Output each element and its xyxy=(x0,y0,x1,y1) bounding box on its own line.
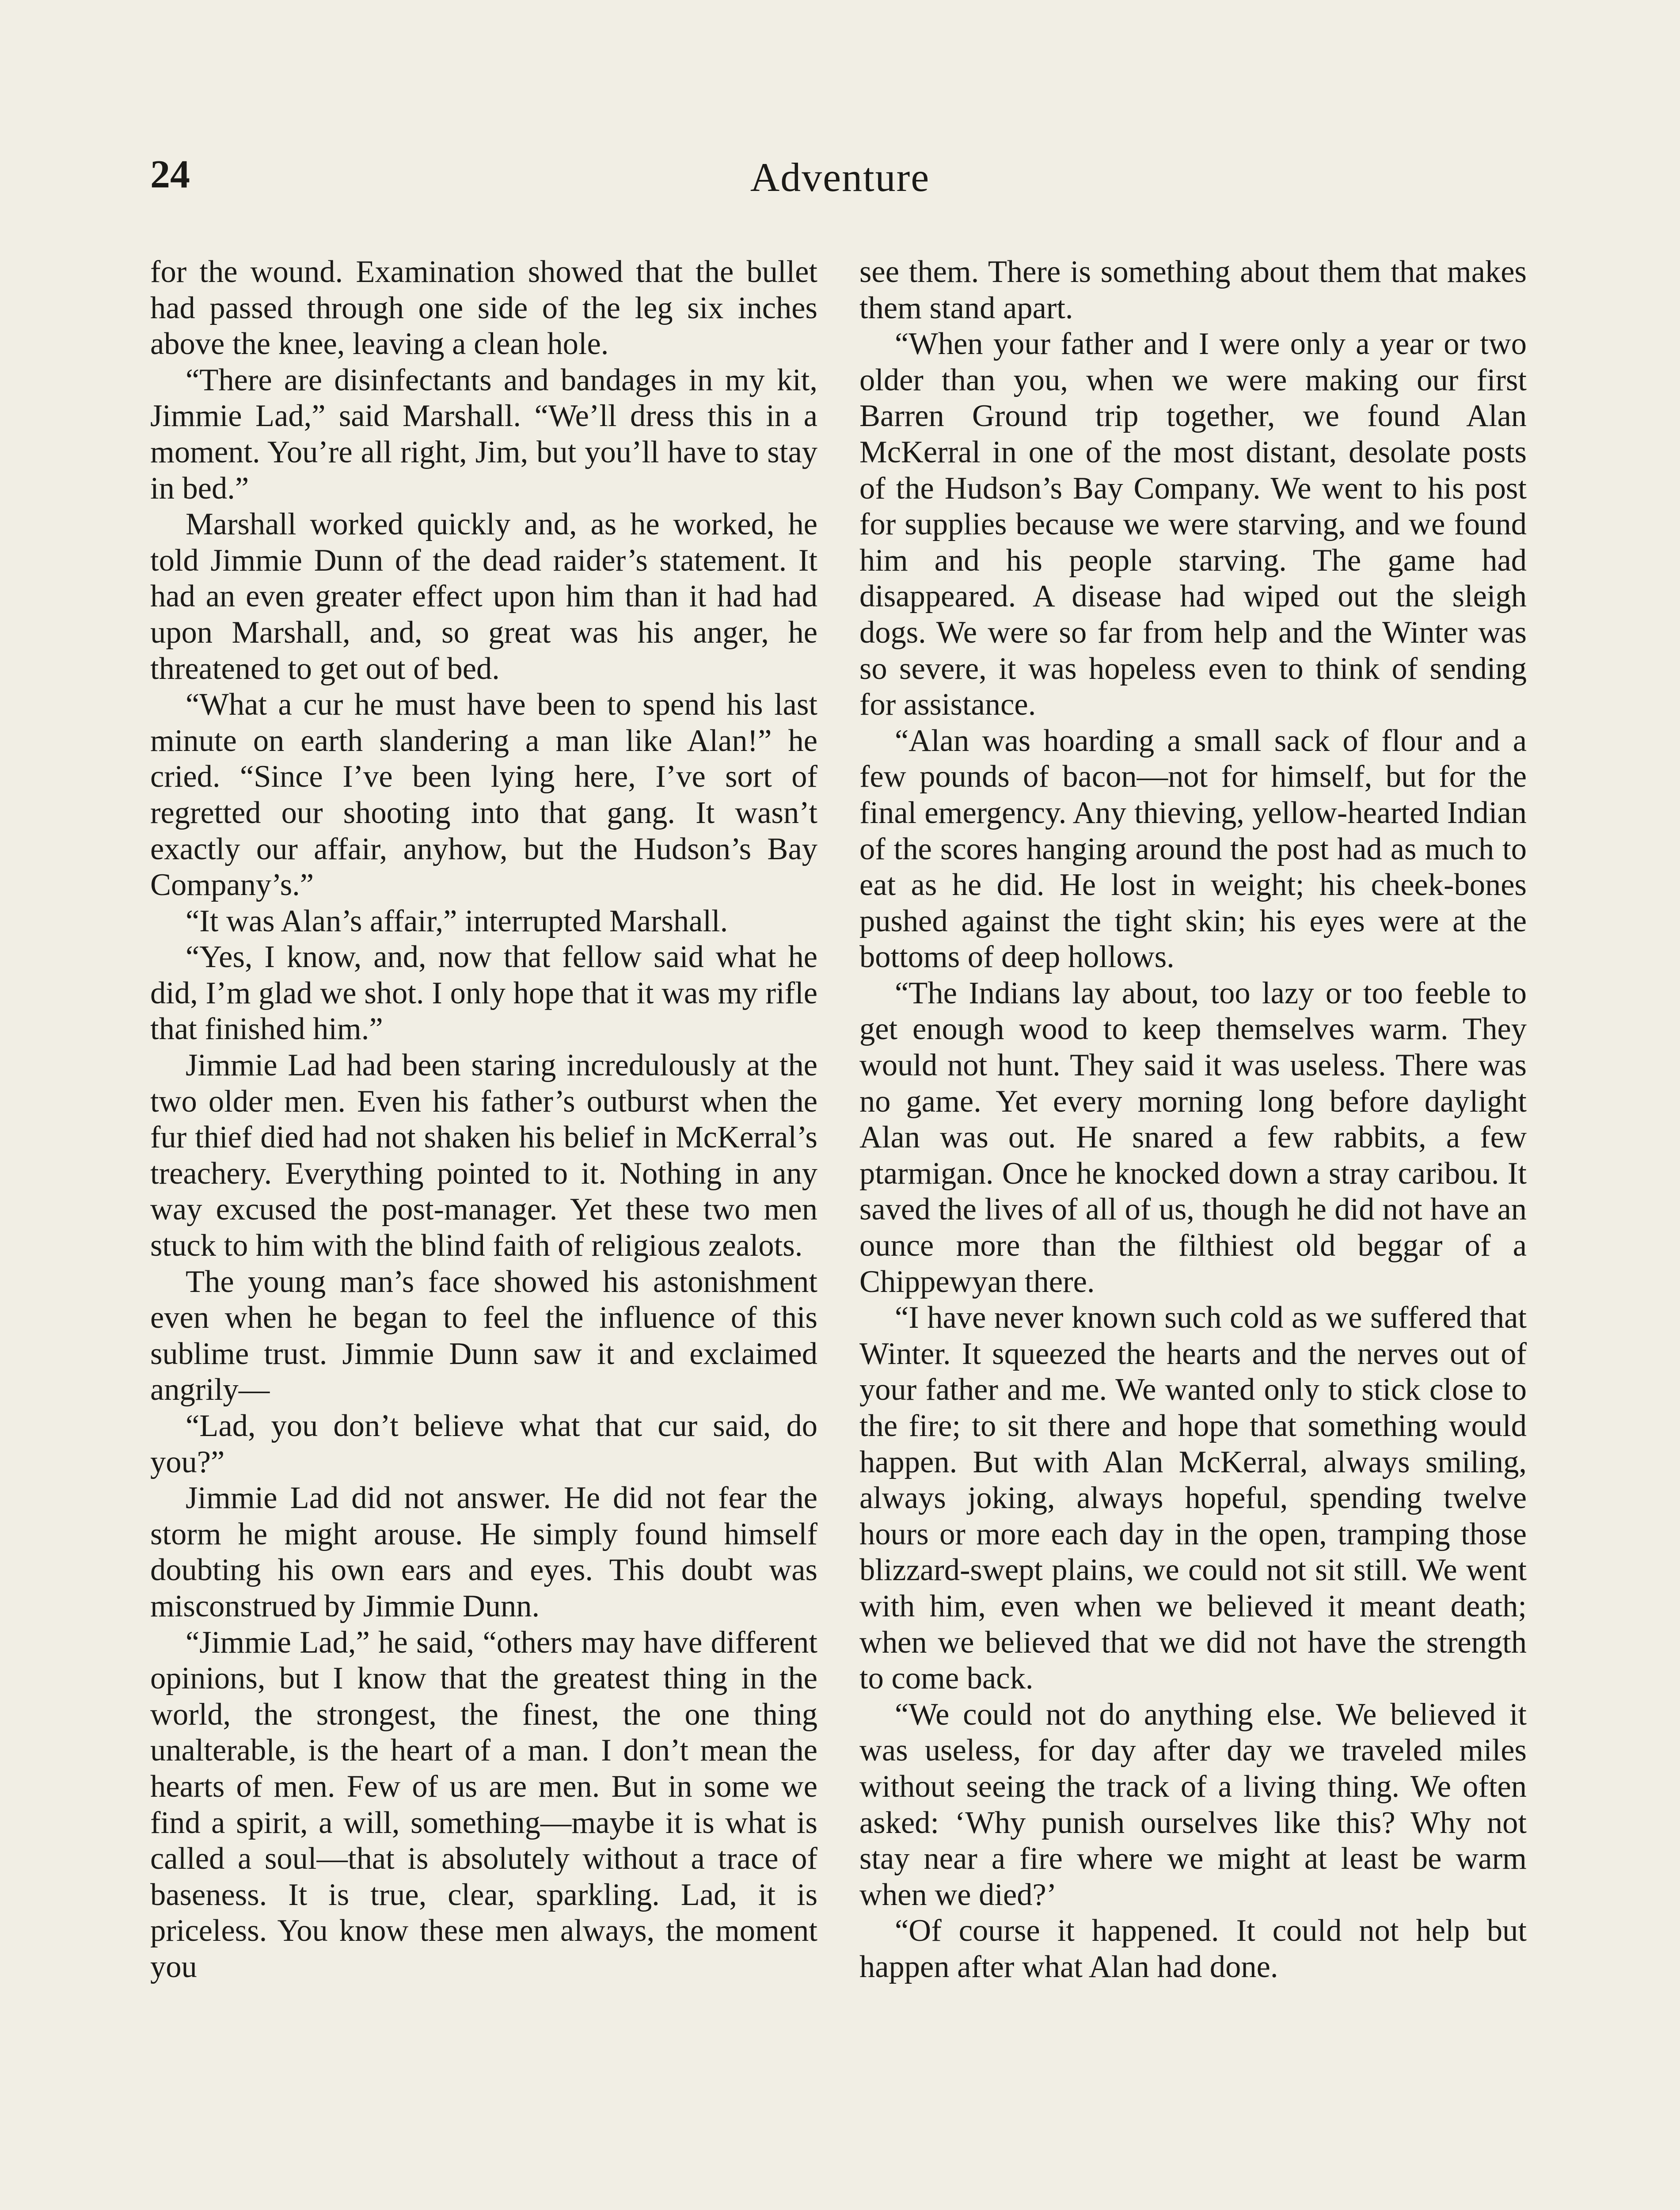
paragraph: “Lad, you don’t believe what that cur said, do you?” xyxy=(150,1409,817,1479)
running-head: Adventure xyxy=(750,155,930,200)
paragraph: Jimmie Lad had been staring incredulously at the two older men. Even his father’s outburst when the fur thief died had not shaken his belief in McKerral’s treachery. Everything pointed to it. Nothing in any way excused the post-manager. Yet these two men stuck to him with the blind faith of religious zealots. xyxy=(150,1048,817,1263)
paragraph: The young man’s face showed his astonishment even when he began to feel the influence of this sublime trust. Jimmie Dunn saw it and exclaimed angrily— xyxy=(150,1264,817,1407)
left-column xyxy=(150,254,817,1985)
paragraph: “Alan was hoarding a small sack of flour and a few pounds of bacon—not for himself, but for the final emergency. Any thieving, yellow-hearted Indian of the scores hanging around the post had as much to eat as he did. He lost in weight; his cheek-bones pushed against the tight skin; his eyes were at the bottoms of deep hollows. xyxy=(859,723,1527,975)
paragraph: “Yes, I know, and, now that fellow said what he did, I’m glad we shot. I only hope that it was my rifle that finished him.” xyxy=(150,940,817,1047)
paragraph: “We could not do anything else. We believed it was useless, for day after day we traveled miles without seeing the track of a living thing. We often asked: ‘Why punish ourselves like this? Why not stay near a fire where we might at least be warm when we died?’ xyxy=(859,1697,1527,1912)
paragraph: “It was Alan’s affair,” interrupted Marshall. xyxy=(186,903,728,938)
paragraph: Jimmie Lad did not answer. He did not fear the storm he might arouse. He simply found himself doubting his own ears and eyes. This doubt was misconstrued by Jimmie Dunn. xyxy=(150,1481,817,1623)
paragraph: “There are disinfectants and bandages in my kit, Jimmie Lad,” said Marshall. “We’ll dress this in a moment. You’re all right, Jim, but you’ll have to stay in bed.” xyxy=(150,362,817,506)
paragraph: “The Indians lay about, too lazy or too feeble to get enough wood to keep themselves warm. They would not hunt. They said it was useless. There was no game. Yet every morning long before daylight Alan was out. He snared a few rabbits, a few ptarmigan. Once he knocked down a stray caribou. It saved the lives of all of us, though he did not have an ounce more than the filthiest old beggar of a Chippewyan there. xyxy=(859,975,1527,1299)
right-column xyxy=(859,254,1527,1985)
paragraph: Marshall worked quickly and, as he worked, he told Jimmie Dunn of the dead raider’s statement. It had an even greater effect upon him than it had had upon Marshall, and, so great was his anger, he threatened to get out of bed. xyxy=(150,507,817,686)
page-number: 24 xyxy=(150,152,190,196)
paragraph: “I have never known such cold as we suffered that Winter. It squeezed the hearts and the nerves out of your father and me. We wanted only to stick close to the fire; to sit there and hope that something would happen. But with Alan McKerral, always smiling, always joking, always hopeful, spending twelve hours or more each day in the open, tramping those blizzard-swept plains, we could not sit still. We went with him, even when we believed it meant death; when we believed that we did not have the strength to come back. xyxy=(859,1300,1527,1696)
paragraph: “Jimmie Lad,” he said, “others may have different opinions, but I know that the greatest thing in the world, the strongest, the finest, the one thing unalterable, is the heart of a man. I don’t mean the hearts of men. Few of us are men. But in some we find a spirit, a will, something—maybe it is what is called a soul—that is absolutely without a trace of baseness. It is true, clear, sparkling. Lad, it is priceless. You know these men always, the moment you xyxy=(150,1625,817,1984)
paragraph: “When your father and I were only a year or two older than you, when we were making our first Barren Ground trip together, we found Alan McKerral in one of the most distant, desolate posts of the Hudson’s Bay Company. We went to his post for supplies because we were starving, and we found him and his people starving. The game had disappeared. A disease had wiped out the sleigh dogs. We were so far from help and the Winter was so severe, it was hopeless even to think of sending for assistance. xyxy=(859,327,1527,722)
paragraph: “Of course it happened. It could not help but happen after what Alan had done. xyxy=(859,1913,1527,1984)
paragraph: see them. There is something about them that makes them stand apart. xyxy=(859,255,1527,325)
paragraph: “What a cur he must have been to spend his last minute on earth slandering a man like Alan!” he cried. “Since I’ve been lying here, I’ve sort of regretted our shooting into that gang. It wasn’t exactly our affair, anyhow, but the Hudson’s Bay Company’s.” xyxy=(150,687,817,903)
paragraph: for the wound. Examination showed that the bullet had passed through one side of the leg six inches above the knee, leaving a clean hole. xyxy=(150,255,817,362)
